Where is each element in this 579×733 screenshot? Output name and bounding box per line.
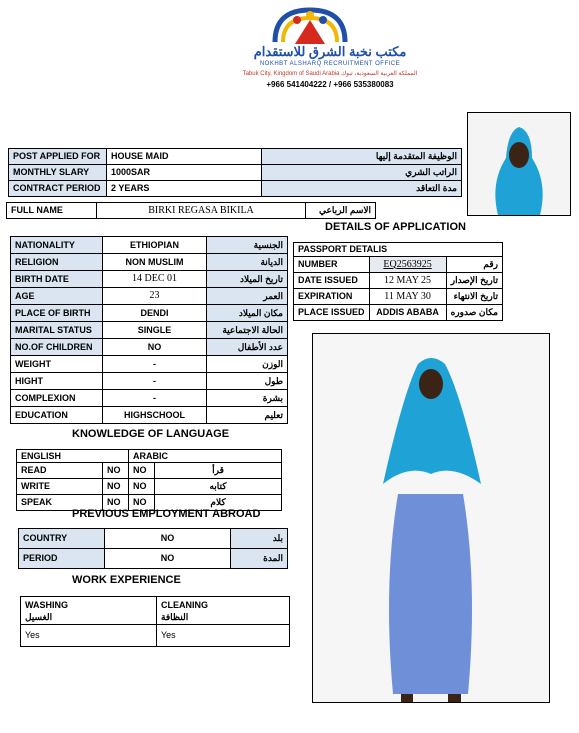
read-english: NO bbox=[103, 463, 129, 479]
post-applied-label: POST APPLIED FOR bbox=[9, 149, 107, 165]
education-label: EDUCATION bbox=[11, 407, 103, 424]
table-row bbox=[11, 254, 288, 271]
speak-label: SPEAK bbox=[17, 495, 103, 511]
salary-ar: الراتب الشري bbox=[262, 165, 462, 181]
marital-status-value: SINGLE bbox=[103, 322, 207, 339]
full-name-value: BIRKI REGASA BIKILA bbox=[97, 203, 306, 219]
religion-value: NON MUSLIM bbox=[103, 254, 207, 271]
table-row bbox=[11, 305, 288, 322]
full-name-ar: الاسم الرباعي bbox=[306, 203, 376, 219]
expiration-value: 11 MAY 30 bbox=[369, 289, 446, 305]
table-row bbox=[9, 165, 462, 181]
table-row bbox=[11, 237, 288, 254]
language-table bbox=[16, 449, 282, 511]
post-applied-ar: الوظيفة المتقدمة إليها bbox=[262, 149, 462, 165]
applicant-portrait-photo bbox=[467, 112, 571, 216]
write-english: NO bbox=[103, 479, 129, 495]
english-header: ENGLISH bbox=[17, 450, 129, 463]
place-of-birth-ar: مكان الميلاد bbox=[207, 305, 288, 322]
personal-details-table bbox=[10, 236, 288, 424]
weight-label: WEIGHT bbox=[11, 356, 103, 373]
complexion-value: - bbox=[103, 390, 207, 407]
table-row bbox=[294, 305, 503, 321]
table-row bbox=[19, 549, 288, 569]
previous-employment-title: PREVIOUS EMPLOYMENT ABROAD bbox=[72, 508, 261, 520]
children-value: NO bbox=[103, 339, 207, 356]
salary-label: MONTHLY SLARY bbox=[9, 165, 107, 181]
place-issued-ar: مكان صدوره bbox=[446, 305, 502, 321]
logo bbox=[255, 6, 365, 46]
age-ar: العمر bbox=[207, 288, 288, 305]
write-arabic: NO bbox=[129, 479, 155, 495]
contract-label: CONTRACT PERIOD bbox=[9, 181, 107, 197]
speak-ar: كلام bbox=[155, 495, 282, 511]
table-row bbox=[294, 273, 503, 289]
table-row bbox=[11, 288, 288, 305]
passport-number-value: EQ2563925 bbox=[369, 257, 446, 273]
table-row bbox=[17, 463, 282, 479]
table-row bbox=[21, 597, 290, 625]
nationality-value: ETHIOPIAN bbox=[103, 237, 207, 254]
details-title: DETAILS OF APPLICATION bbox=[325, 221, 466, 233]
education-value: HIGHSCHOOL bbox=[103, 407, 207, 424]
weight-ar: الوزن bbox=[207, 356, 288, 373]
speak-english: NO bbox=[103, 495, 129, 511]
cleaning-value: Yes bbox=[157, 625, 290, 647]
complexion-ar: بشرة bbox=[207, 390, 288, 407]
table-row bbox=[11, 356, 288, 373]
read-arabic: NO bbox=[129, 463, 155, 479]
date-issued-value: 12 MAY 25 bbox=[369, 273, 446, 289]
place-of-birth-label: PLACE OF BIRTH bbox=[11, 305, 103, 322]
table-row bbox=[294, 289, 503, 305]
table-row bbox=[7, 203, 376, 219]
contract-value: 2 YEARS bbox=[107, 181, 262, 197]
period-label: PERIOD bbox=[19, 549, 105, 569]
table-row bbox=[11, 390, 288, 407]
age-value: 23 bbox=[103, 288, 207, 305]
previous-employment-table bbox=[18, 528, 288, 569]
age-label: AGE bbox=[11, 288, 103, 305]
work-experience-title: WORK EXPERIENCE bbox=[72, 574, 181, 586]
passport-number-label: NUMBER bbox=[294, 257, 370, 273]
expiration-label: EXPIRATION bbox=[294, 289, 370, 305]
post-applied-value: HOUSE MAID bbox=[107, 149, 262, 165]
table-row bbox=[21, 625, 290, 647]
birth-date-value: 14 DEC 01 bbox=[103, 271, 207, 288]
marital-status-label: MARITAL STATUS bbox=[11, 322, 103, 339]
language-title: KNOWLEDGE OF LANGUAGE bbox=[72, 428, 230, 440]
period-ar: المدة bbox=[231, 549, 288, 569]
applicant-full-body-photo bbox=[312, 333, 550, 703]
full-name-label: FULL NAME bbox=[7, 203, 97, 219]
country-ar: بلد bbox=[231, 529, 288, 549]
table-row bbox=[11, 271, 288, 288]
salary-value: 1000SAR bbox=[107, 165, 262, 181]
read-ar: قرأ bbox=[155, 463, 282, 479]
religion-ar: الديانة bbox=[207, 254, 288, 271]
date-issued-ar: تاريخ الإصدار bbox=[446, 273, 502, 289]
washing-ar: الغسيل bbox=[25, 611, 53, 622]
expiration-ar: تاريخ الانتهاء bbox=[446, 289, 502, 305]
contract-ar: مدة التعاقد bbox=[262, 181, 462, 197]
washing-label: WASHING bbox=[25, 600, 69, 610]
height-label: HIGHT bbox=[11, 373, 103, 390]
place-of-birth-value: DENDI bbox=[103, 305, 207, 322]
table-row bbox=[19, 529, 288, 549]
cleaning-label: CLEANING bbox=[161, 600, 208, 610]
table-row bbox=[11, 373, 288, 390]
read-label: READ bbox=[17, 463, 103, 479]
company-english-name: NOKHBT ALSHARQ RECRUITMENT OFFICE bbox=[259, 61, 401, 67]
company-location: Tabuk City, Kingdom of Saudi Arabia المملكة العربية السعودية، تبوك bbox=[242, 71, 418, 77]
washing-value: Yes bbox=[21, 625, 157, 647]
table-row bbox=[11, 407, 288, 424]
nationality-label: NATIONALITY bbox=[11, 237, 103, 254]
write-ar: كتابه bbox=[155, 479, 282, 495]
height-ar: طول bbox=[207, 373, 288, 390]
washing-cell bbox=[21, 597, 157, 625]
nationality-ar: الجنسية bbox=[207, 237, 288, 254]
work-experience-table bbox=[20, 596, 290, 647]
weight-value: - bbox=[103, 356, 207, 373]
children-label: NO.OF CHILDREN bbox=[11, 339, 103, 356]
write-label: WRITE bbox=[17, 479, 103, 495]
religion-label: RELIGION bbox=[11, 254, 103, 271]
cleaning-ar: النظافة bbox=[161, 611, 189, 622]
table-row bbox=[294, 257, 503, 273]
birth-date-label: BIRTH DATE bbox=[11, 271, 103, 288]
table-row bbox=[11, 339, 288, 356]
cleaning-cell bbox=[157, 597, 290, 625]
table-row bbox=[294, 243, 503, 257]
position-table bbox=[8, 148, 462, 197]
marital-status-ar: الحالة الاجتماعية bbox=[207, 322, 288, 339]
period-value: NO bbox=[105, 549, 231, 569]
height-value: - bbox=[103, 373, 207, 390]
full-name-table bbox=[6, 202, 376, 219]
table-row bbox=[17, 450, 282, 463]
place-issued-label: PLACE ISSUED bbox=[294, 305, 370, 321]
speak-arabic: NO bbox=[129, 495, 155, 511]
passport-title: PASSPORT DETALIS bbox=[294, 243, 503, 257]
country-label: COUNTRY bbox=[19, 529, 105, 549]
education-ar: تعليم bbox=[207, 407, 288, 424]
passport-table bbox=[293, 242, 503, 321]
country-value: NO bbox=[105, 529, 231, 549]
table-row bbox=[11, 322, 288, 339]
place-issued-value: ADDIS ABABA bbox=[369, 305, 446, 321]
company-arabic-name: مكتب نخبة الشرق للاستقدام bbox=[253, 44, 407, 59]
passport-number-ar: رقم bbox=[446, 257, 502, 273]
table-row bbox=[9, 149, 462, 165]
birth-date-ar: تاريخ الميلاد bbox=[207, 271, 288, 288]
children-ar: عدد الأطفال bbox=[207, 339, 288, 356]
complexion-label: COMPLEXION bbox=[11, 390, 103, 407]
arabic-header: ARABIC bbox=[129, 450, 282, 463]
date-issued-label: DATE ISSUED bbox=[294, 273, 370, 289]
table-row bbox=[17, 479, 282, 495]
company-phones: +966 541404222 / +966 535380083 bbox=[266, 80, 394, 89]
table-row bbox=[9, 181, 462, 197]
